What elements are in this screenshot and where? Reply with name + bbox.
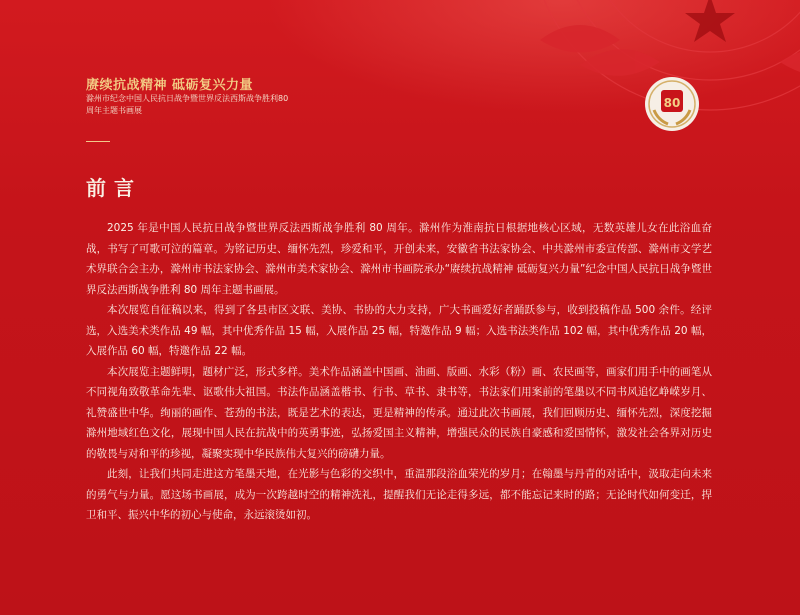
preface-heading: 前言	[86, 176, 142, 200]
paragraph: 2025 年是中国人民抗日战争暨世界反法西斯战争胜利 80 周年。滁州作为淮南抗日根据地核心区域，无数英雄儿女在此浴血奋战，书写了可歌可泣的篇章。为铭记历史、缅怀先烈，珍爱和平，开创未来，安徽省书法家协会、中共滁州市委宣传部、滁州市文学艺术界联合会主办，滁州市书法家协会、滁州市美术家协会、滁州市书画院承办“赓续抗战精神 砥砺复兴力量”纪念中国人民抗日战争暨世界反法西斯战争胜利 80 周年主题书画展。	[86, 222, 712, 296]
80th-anniversary-emblem-icon	[644, 76, 700, 132]
paragraph: 此刻，让我们共同走进这方笔墨天地，在光影与色彩的交织中，重温那段浴血荣光的岁月；在翰墨与丹青的对话中，汲取走向未来的勇气与力量。愿这场书画展，成为一次跨越时空的精神洗礼，提醒我们无论走得多远，都不能忘记来时的路；无论时代如何变迁，捍卫和平、振兴中华的初心与使命，永远滚烫如初。	[86, 468, 712, 521]
divider	[86, 141, 110, 142]
exhibition-title: 赓续抗战精神 砥砺复兴力量	[86, 78, 254, 93]
paragraph: 本次展览主题鲜明，题材广泛，形式多样。美术作品涵盖中国画、油画、版画、水彩（粉）画、农民画等，画家们用手中的画笔从不同视角致敬革命先辈、讴歌伟大祖国。书法作品涵盖楷书、行书、草书、隶书等，书法家们用案前的笔墨以不同书风追忆峥嵘岁月、礼赞盛世中华。绚丽的画作、苍劲的书法，既是艺术的表达，更是精神的传承。通过此次书画展，我们回顾历史、缅怀先烈，深度挖掘滁州地域红色文化，展现中国人民在抗战中的英勇事迹，弘扬爱国主义精神，增强民众的民族自豪感和爱国情怀，激发社会各界对历史的敬畏与对和平的珍视，凝聚实现中华民族伟大复兴的磅礴力量。	[86, 365, 712, 460]
preface-body	[86, 218, 712, 526]
paragraph: 本次展览自征稿以来，得到了各县市区文联、美协、书协的大力支持，广大书画爱好者踊跃参与，收到投稿作品 500 余件。经评选，入选美术类作品 49 幅，其中优秀作品 15 幅，入展作品 25 幅，特邀作品 9 幅；入选书法类作品 102 幅，其中优秀作品 20 幅，入展作品 60 幅，特邀作品 22 幅。	[86, 304, 712, 357]
logo-number: 80	[663, 96, 681, 110]
exhibition-subtitle: 滁州市纪念中国人民抗日战争暨世界反法西斯战争胜利80周年主题书画展	[86, 94, 289, 115]
